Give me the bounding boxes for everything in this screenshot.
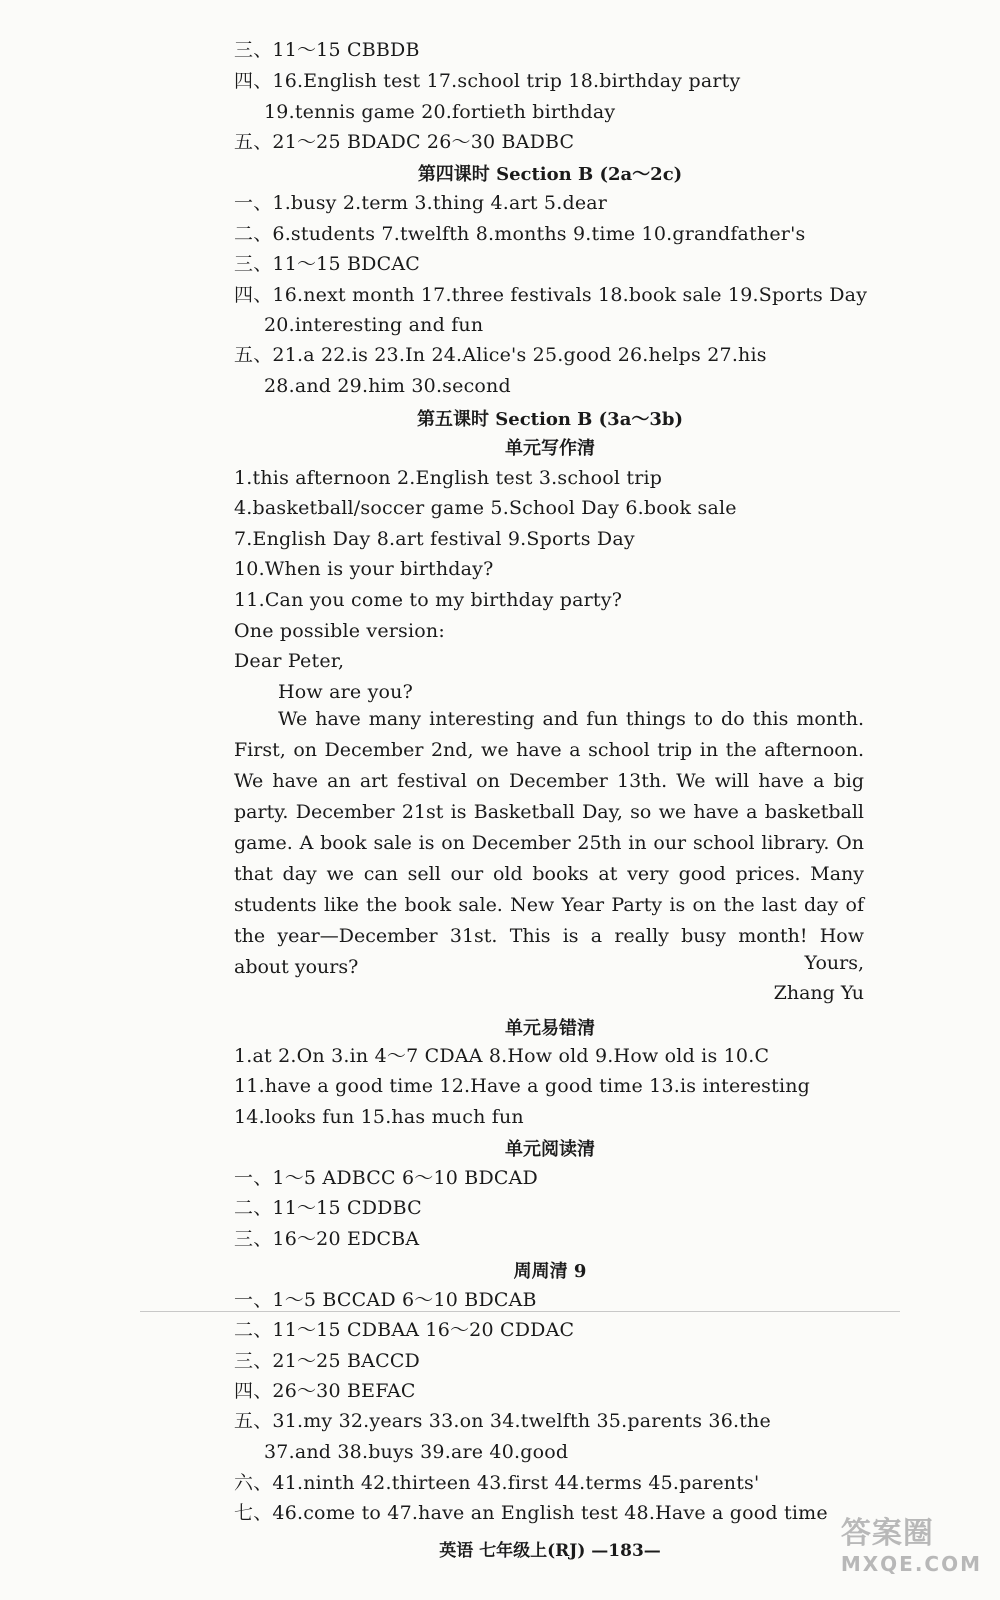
watermark-top: 答案圈 [840, 1516, 934, 1551]
answer-line: 20.interesting and fun [264, 314, 484, 336]
answer-line: 三、11～15 BDCAC [234, 253, 420, 275]
answer-line: 二、11～15 CDDBC [234, 1197, 422, 1219]
answer-line: 七、46.come to 47.have an English test 48.Have a good time [234, 1502, 828, 1524]
answer-line: 28.and 29.him 30.second [264, 375, 511, 397]
answer-line: 一、1.busy 2.term 3.thing 4.art 5.dear [234, 192, 608, 214]
answer-line: 4.basketball/soccer game 5.School Day 6.book sale [234, 497, 737, 519]
answer-line: 7.English Day 8.art festival 9.Sports Day [234, 528, 635, 550]
letter-body: We have many interesting and fun things to do this month. First, on December 2nd, we have a school trip in the afternoon. We have an art festival on December 13th. We will have a big party. December 21st is Basketball Day, so we have a basketball game. A book sale is on December 25th in our school library. On that day we can sell our old books at very good prices. Many students like the book sale. New Year Party is on the last day of the year—December 31st. This is a really busy month! How about yours? [234, 708, 864, 978]
answer-line: 11.have a good time 12.Have a good time 13.is interesting [234, 1075, 811, 1097]
answer-line: 二、6.students 7.twelfth 8.months 9.time 10.grandfather's [234, 223, 806, 245]
letter-signature: Zhang Yu [773, 982, 864, 1004]
answer-line: 1.at 2.On 3.in 4～7 CDAA 8.How old 9.How old is 10.C [234, 1045, 770, 1067]
answer-line: 五、21.a 22.is 23.In 24.Alice's 25.good 26.helps 27.his [234, 344, 767, 366]
answer-line: 三、11～15 CBBDB [234, 39, 420, 61]
answer-line: 一、1～5 ADBCC 6～10 BDCAD [234, 1167, 538, 1189]
section-heading: 第四课时 Section B (2a～2c) [417, 164, 683, 185]
answer-line: 一、1～5 BCCAD 6～10 BDCAB [234, 1289, 537, 1311]
answer-line: 四、16.English test 17.school trip 18.birthday party [234, 70, 741, 92]
answer-line: One possible version: [234, 620, 445, 642]
watermark-bottom: MXQE.COM [840, 1552, 982, 1576]
section-heading: 第五课时 Section B (3a～3b) [416, 409, 683, 430]
section-heading: 单元阅读清 [505, 1139, 595, 1160]
answer-line: 五、21～25 BDADC 26～30 BADBC [234, 131, 575, 153]
answer-line: 三、21～25 BACCD [234, 1350, 420, 1372]
page-footer: 英语 七年级上(RJ) —183— [439, 1541, 661, 1561]
answer-line: 三、16～20 EDCBA [234, 1228, 420, 1250]
answer-line: 四、26～30 BEFAC [234, 1380, 416, 1402]
answer-line: 37.and 38.buys 39.are 40.good [264, 1441, 569, 1463]
answer-line: 19.tennis game 20.fortieth birthday [264, 101, 616, 123]
answer-line: 五、31.my 32.years 33.on 34.twelfth 35.parents 36.the [234, 1410, 771, 1432]
letter-opening: How are you? [278, 681, 414, 703]
answer-line: 10.When is your birthday? [234, 558, 494, 580]
section-heading: 单元易错清 [505, 1018, 595, 1039]
section-heading: 单元写作清 [505, 438, 595, 459]
answer-line: 二、11～15 CDBAA 16～20 CDDAC [234, 1319, 575, 1341]
section-heading: 周周清 9 [513, 1261, 587, 1282]
answer-line: 六、41.ninth 42.thirteen 43.first 44.terms 45.parents' [234, 1472, 760, 1494]
answer-line: 四、16.next month 17.three festivals 18.book sale 19.Sports Day [234, 284, 868, 306]
watermark-logo [841, 1508, 982, 1576]
answer-line: 1.this afternoon 2.English test 3.school trip [234, 467, 663, 489]
answer-line: 11.Can you come to my birthday party? [234, 589, 623, 611]
answer-line: 14.looks fun 15.has much fun [234, 1106, 524, 1128]
letter-closing: Yours, [804, 952, 864, 974]
letter-greeting: Dear Peter, [234, 650, 345, 672]
